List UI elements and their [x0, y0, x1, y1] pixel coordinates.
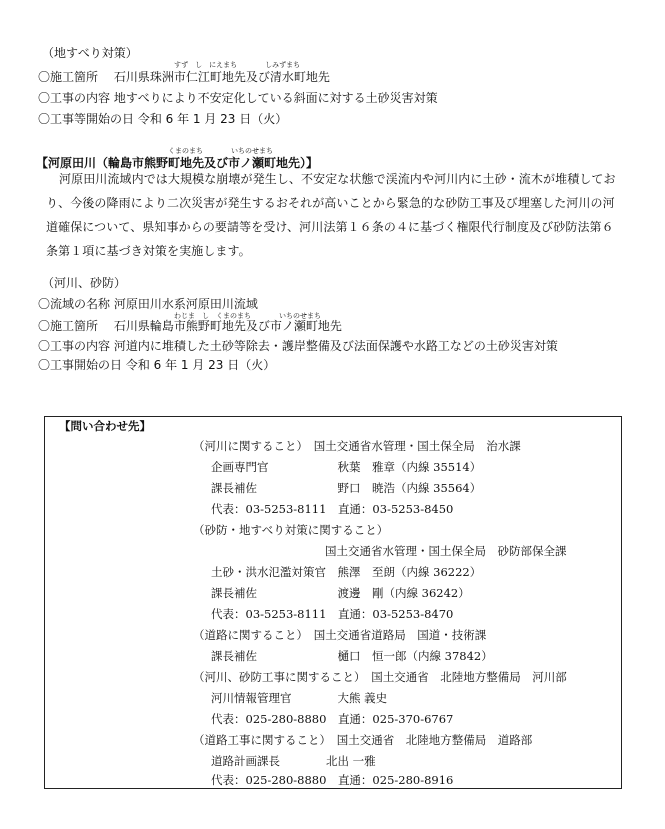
contact-phone: 代表：03-5253-8111 直通：03-5253-8450 [211, 502, 454, 516]
contact-river-heading: （河川に関すること） 国土交通省水管理・国土保全局 治水課 [193, 439, 521, 453]
river-heading: （河川、砂防） [42, 276, 127, 290]
river-location-ruby: わじま し くまのまち いちのせまち [174, 312, 321, 320]
contact-line: 企画専門官 秋葉 雅章（内線 35514） [211, 460, 482, 474]
river-basin: 〇流域の名称 河原田川水系河原田川流域 [38, 297, 258, 311]
river-location: 〇施工箇所 石川県輪島市熊野町地先及び市ノ瀬町地先 [38, 319, 342, 333]
landslide-start-date: 〇工事等開始の日 令和 6 年 1 月 23 日（火） [38, 112, 288, 126]
contact-line: 道路計画課長 北出 一雅 [211, 754, 376, 768]
contact-road-works-heading: （道路工事に関すること） 国土交通省 北陸地方整備局 道路部 [193, 733, 533, 747]
river-section-title: 【河原田川（輪島市熊野町地先及び市ノ瀬町地先）】 [36, 156, 319, 170]
contact-line: 課長補佐 樋口 恒一郎（内線 37842） [211, 649, 493, 663]
contact-river-works-heading: （河川、砂防工事に関すること） 国土交通省 北陸地方整備局 河川部 [193, 670, 567, 684]
contact-line: 課長補佐 野口 暁浩（内線 35564） [211, 481, 482, 495]
river-content: 〇工事の内容 河道内に堆積した土砂等除去・護岸整備及び法面保護や水路工などの土砂災害対策 [38, 339, 558, 353]
contact-title: 【問い合わせ先】 [59, 419, 151, 433]
contact-road-heading: （道路に関すること） 国土交通省道路局 国道・技術課 [193, 628, 487, 642]
contact-sabo-heading: （砂防・地すべり対策に関すること） [193, 523, 389, 537]
contact-phone: 代表：025-280-8880 直通：025-280-8916 [211, 773, 454, 787]
landslide-heading: （地すべり対策） [42, 46, 138, 60]
landslide-location: 〇施工箇所 石川県珠洲市仁江町地先及び清水町地先 [38, 70, 330, 84]
landslide-location-ruby: すず し にえまち しみずまち [174, 61, 301, 69]
landslide-content: 〇工事の内容 地すべりにより不安定化している斜面に対する土砂災害対策 [38, 91, 438, 105]
contact-line: 河川情報管理官 大熊 義史 [211, 691, 388, 705]
river-title-ruby: くまのまち いちのせまち [168, 147, 273, 155]
contact-phone: 代表：03-5253-8111 直通：03-5253-8470 [211, 607, 454, 621]
river-paragraph: 河原田川流域内では大規模な崩壊が発生し、不安定な状態で渓流内や河川内に土砂・流木が堆積しており、今後の降雨により二次災害が発生するおそれが高いことから緊急的な砂防工事及び埋塞した河川の河道確保について、県知事からの要請等を受け、河川法第１６条の４に基づく権限代行制度及び砂防法第６条第１項に基づき対策を実施します。 [46, 172, 616, 258]
river-start-date: 〇工事開始の日 令和 6 年 1 月 23 日（火） [38, 358, 276, 372]
contact-phone: 代表：025-280-8880 直通：025-370-6767 [211, 712, 454, 726]
contact-line: 土砂・洪水氾濫対策官 熊澤 至朗（内線 36222） [211, 565, 482, 579]
contact-line: 国土交通省水管理・国土保全局 砂防部保全課 [325, 544, 567, 558]
contact-line: 課長補佐 渡邊 剛（内線 36242） [211, 586, 470, 600]
contact-box [44, 416, 622, 789]
